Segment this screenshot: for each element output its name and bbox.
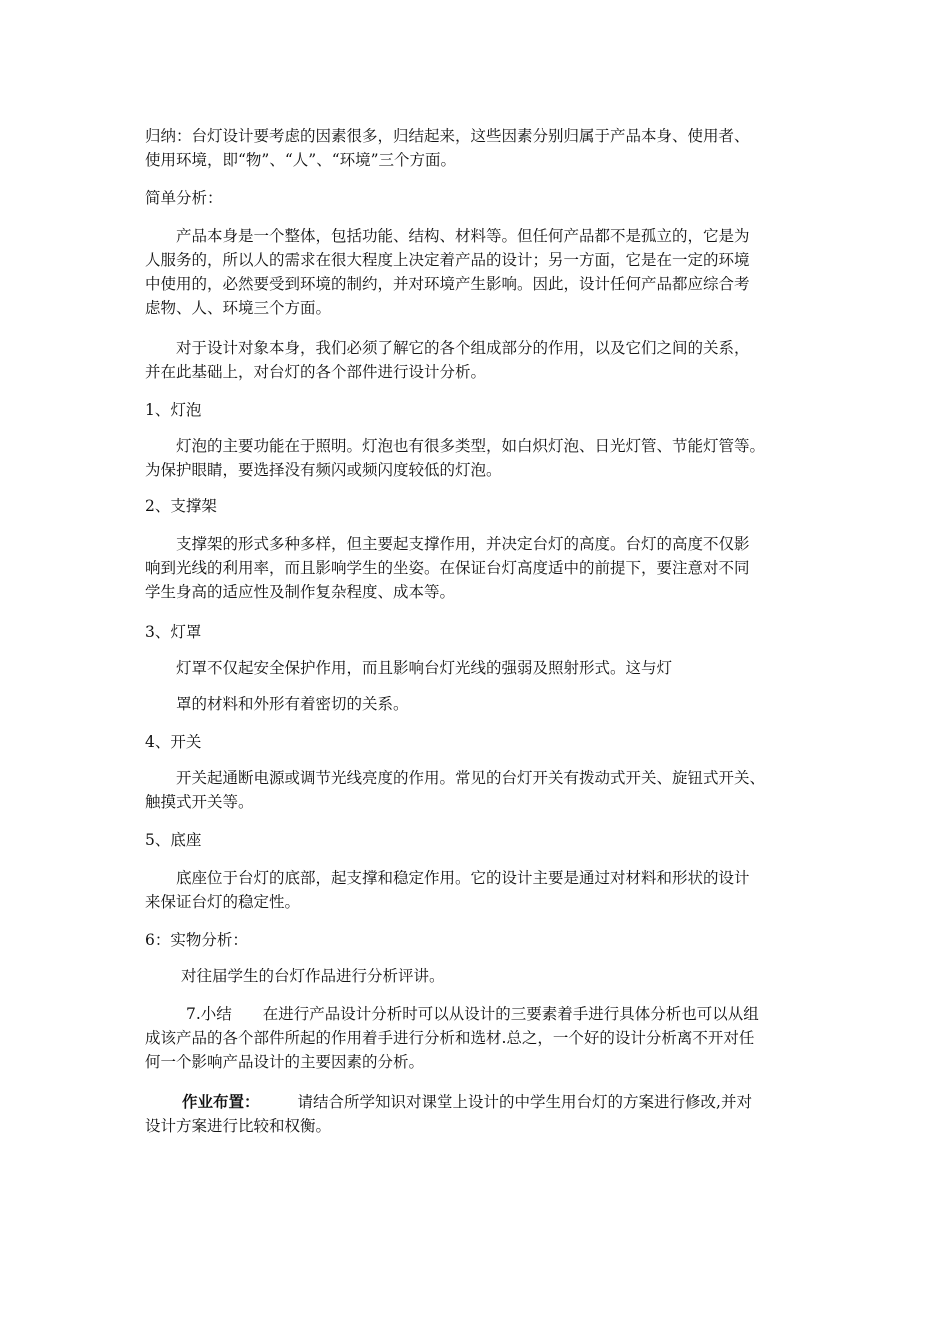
summary7-line-3: 何一个影响产品设计的主要因素的分析。	[145, 1053, 425, 1071]
shade-heading-text: 3、灯罩	[145, 623, 202, 641]
shade-paragraph-1	[176, 656, 846, 680]
physical-heading-text: 6：实物分析：	[145, 931, 248, 949]
base-heading-text: 5、底座	[145, 831, 202, 849]
support-heading-text: 2、支撑架	[145, 497, 217, 515]
support-heading	[145, 494, 815, 518]
support-continuation	[145, 556, 815, 604]
switch-line-2: 触摸式开关等。	[145, 793, 254, 811]
switch-heading-text: 4、开关	[145, 733, 202, 751]
summary-line-1: 归纳：台灯设计要考虑的因素很多，归结起来，这些因素分别归属于产品本身、使用者、	[145, 127, 750, 145]
design-object-continuation	[145, 360, 815, 384]
bulb-paragraph	[176, 434, 846, 458]
bulb-heading	[145, 398, 815, 422]
homework-paragraph	[182, 1090, 852, 1114]
base-heading	[145, 828, 815, 852]
design-line-1: 对于设计对象本身，我们必须了解它的各个组成部分的作用，以及它们之间的关系，	[176, 339, 750, 357]
bulb-line-1: 灯泡的主要功能在于照明。灯泡也有很多类型，如白炽灯泡、日光灯管、节能灯管等。	[176, 437, 766, 455]
switch-heading	[145, 730, 815, 754]
summary7-paragraph	[186, 1002, 856, 1026]
homework-label: 作业布置：	[182, 1093, 260, 1111]
design-object-paragraph	[176, 336, 846, 360]
physical-paragraph	[181, 964, 851, 988]
product-itself-continuation	[145, 248, 815, 320]
shade-heading	[145, 620, 815, 644]
support-paragraph	[176, 532, 846, 556]
product-itself-paragraph	[176, 224, 846, 248]
homework-line-1	[182, 1090, 852, 1114]
product-line-2: 人服务的，所以人的需求在很大程度上决定着产品的设计；另一方面，它是在一定的环境	[145, 251, 750, 269]
summary7-line-1: 7.小结 在进行产品设计分析时可以从设计的三要素着手进行具体分析也可以从组	[186, 1005, 759, 1023]
shade-line-2: 罩的材料和外形有着密切的关系。	[176, 695, 409, 713]
product-line-1: 产品本身是一个整体，包括功能、结构、材料等。但任何产品都不是孤立的，它是为	[176, 227, 750, 245]
homework-continuation	[145, 1114, 815, 1138]
base-paragraph	[176, 866, 846, 890]
support-line-2: 响到光线的利用率，而且影响学生的坐姿。在保证台灯高度适中的前提下，要注意对不同	[145, 559, 750, 577]
simple-analysis-heading	[145, 186, 815, 210]
switch-line-1: 开关起通断电源或调节光线亮度的作用。常见的台灯开关有拨动式开关、旋钮式开关、	[176, 769, 766, 787]
shade-paragraph-2	[176, 692, 846, 716]
base-continuation	[145, 890, 815, 914]
design-line-2: 并在此基础上，对台灯的各个部件进行设计分析。	[145, 363, 487, 381]
switch-continuation	[145, 790, 815, 814]
summary-line-2: 使用环境，即“物”、“人”、“环境”三个方面。	[145, 151, 457, 169]
bulb-heading-text: 1、灯泡	[145, 401, 202, 419]
switch-paragraph	[176, 766, 846, 790]
shade-line-1: 灯罩不仅起安全保护作用，而且影响台灯光线的强弱及照射形式。这与灯	[176, 659, 673, 677]
physical-line-1: 对往届学生的台灯作品进行分析评讲。	[181, 967, 445, 985]
summary7-line-2: 成该产品的各个部件所起的作用着手进行分析和选材.总之，一个好的设计分析离不开对任	[145, 1029, 755, 1047]
physical-heading	[145, 928, 815, 952]
bulb-line-2: 为保护眼睛，要选择没有频闪或频闪度较低的灯泡。	[145, 461, 502, 479]
homework-text-1: 请结合所学知识对课堂上设计的中学生用台灯的方案进行修改,并对	[297, 1093, 752, 1111]
homework-line-2: 设计方案进行比较和权衡。	[145, 1117, 332, 1135]
product-line-4: 虑物、人、环境三个方面。	[145, 299, 332, 317]
support-line-1: 支撑架的形式多种多样，但主要起支撑作用，并决定台灯的高度。台灯的高度不仅影	[176, 535, 750, 553]
product-line-3: 中使用的，必然要受到环境的制约，并对环境产生影响。因此，设计任何产品都应综合考	[145, 275, 750, 293]
bulb-continuation	[145, 458, 815, 482]
base-line-1: 底座位于台灯的底部，起支撑和稳定作用。它的设计主要是通过对材料和形状的设计	[176, 869, 750, 887]
simple-analysis-heading-text: 简单分析：	[145, 189, 223, 207]
support-line-3: 学生身高的适应性及制作复杂程度、成本等。	[145, 583, 456, 601]
summary-paragraph	[145, 124, 815, 172]
summary7-continuation	[145, 1026, 815, 1074]
base-line-2: 来保证台灯的稳定性。	[145, 893, 301, 911]
